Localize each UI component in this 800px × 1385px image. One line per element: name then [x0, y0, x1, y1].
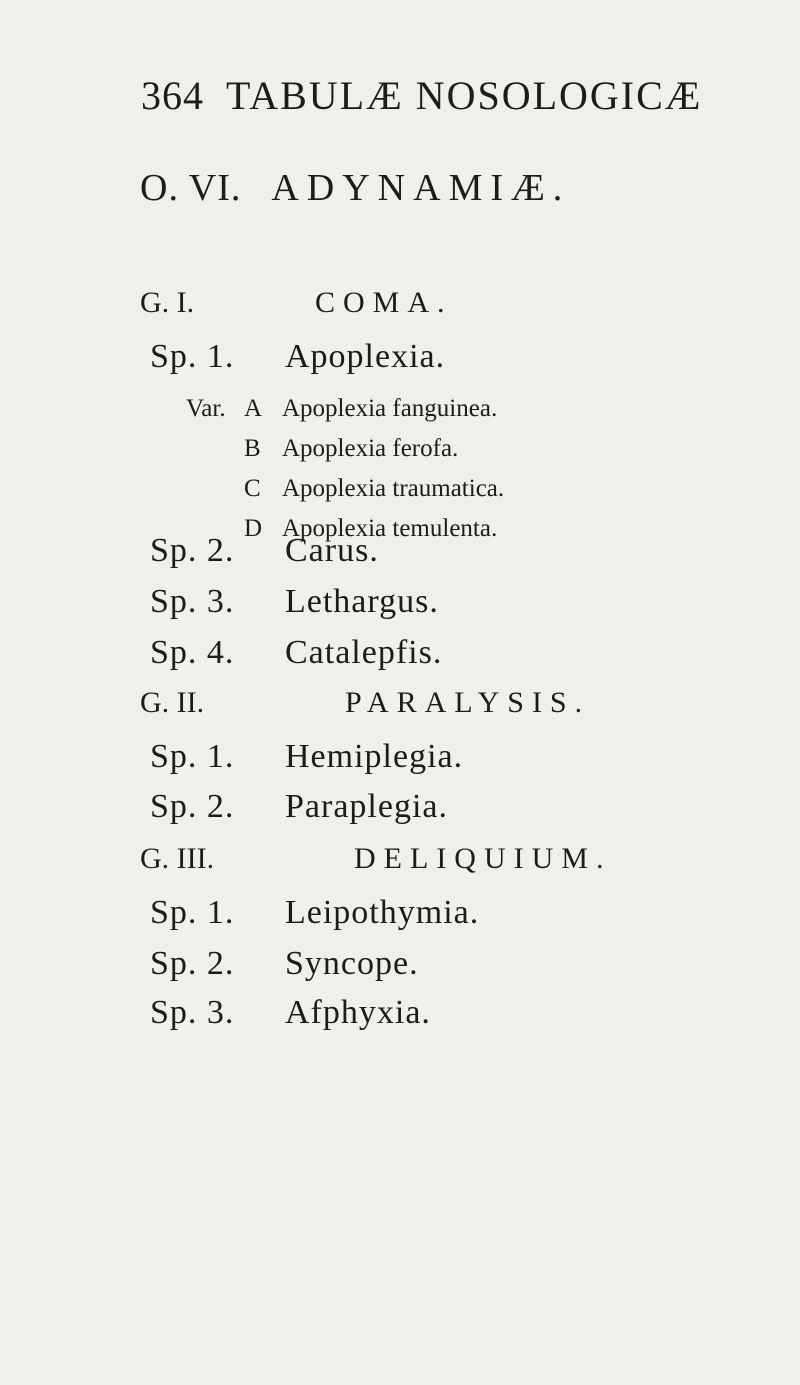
order-number: O. VI. [140, 167, 242, 209]
variety-label: Var. [186, 395, 226, 422]
running-title: TABULÆ NOSOLOGICÆ [226, 73, 703, 118]
species-name: Paraplegia. [285, 788, 448, 825]
species-name: Catalepfis. [285, 634, 443, 671]
genus-label: G. I. [140, 286, 195, 319]
species-name: Apoplexia. [285, 338, 446, 375]
species-label: Sp. 4. [150, 634, 235, 671]
order-heading [140, 166, 570, 210]
variety-letter: B [244, 435, 261, 462]
variety-name: Apoplexia traumatica. [282, 475, 505, 502]
species-label: Sp. 2. [150, 945, 235, 982]
species-name: Afphyxia. [285, 994, 431, 1031]
genus-name: DELIQUIUM. [354, 842, 612, 875]
variety-name: Apoplexia ferofa. [282, 435, 459, 462]
species-label: Sp. 1. [150, 738, 235, 775]
variety-name: Apoplexia temulenta. [282, 515, 498, 542]
species-label: Sp. 1. [150, 894, 235, 931]
variety-letter: D [244, 515, 263, 542]
species-name: Syncope. [285, 945, 419, 982]
species-name: Carus. [285, 532, 379, 569]
genus-label: G. II. [140, 686, 205, 719]
page-number: 364 [141, 73, 204, 118]
species-name: Hemiplegia. [285, 738, 464, 775]
variety-letter: A [244, 395, 263, 422]
genus-label: G. III. [140, 842, 215, 875]
genus-name: PARALYSIS. [345, 686, 591, 719]
species-label: Sp. 2. [150, 532, 235, 569]
species-label: Sp. 2. [150, 788, 235, 825]
genus-name: COMA. [315, 286, 453, 319]
species-name: Leipothymia. [285, 894, 480, 931]
species-label: Sp. 3. [150, 583, 235, 620]
variety-name: Apoplexia fanguinea. [282, 395, 498, 422]
species-name: Lethargus. [285, 583, 439, 620]
order-name: ADYNAMIÆ. [271, 167, 571, 209]
species-label: Sp. 3. [150, 994, 235, 1031]
species-label: Sp. 1. [150, 338, 235, 375]
variety-letter: C [244, 475, 261, 502]
